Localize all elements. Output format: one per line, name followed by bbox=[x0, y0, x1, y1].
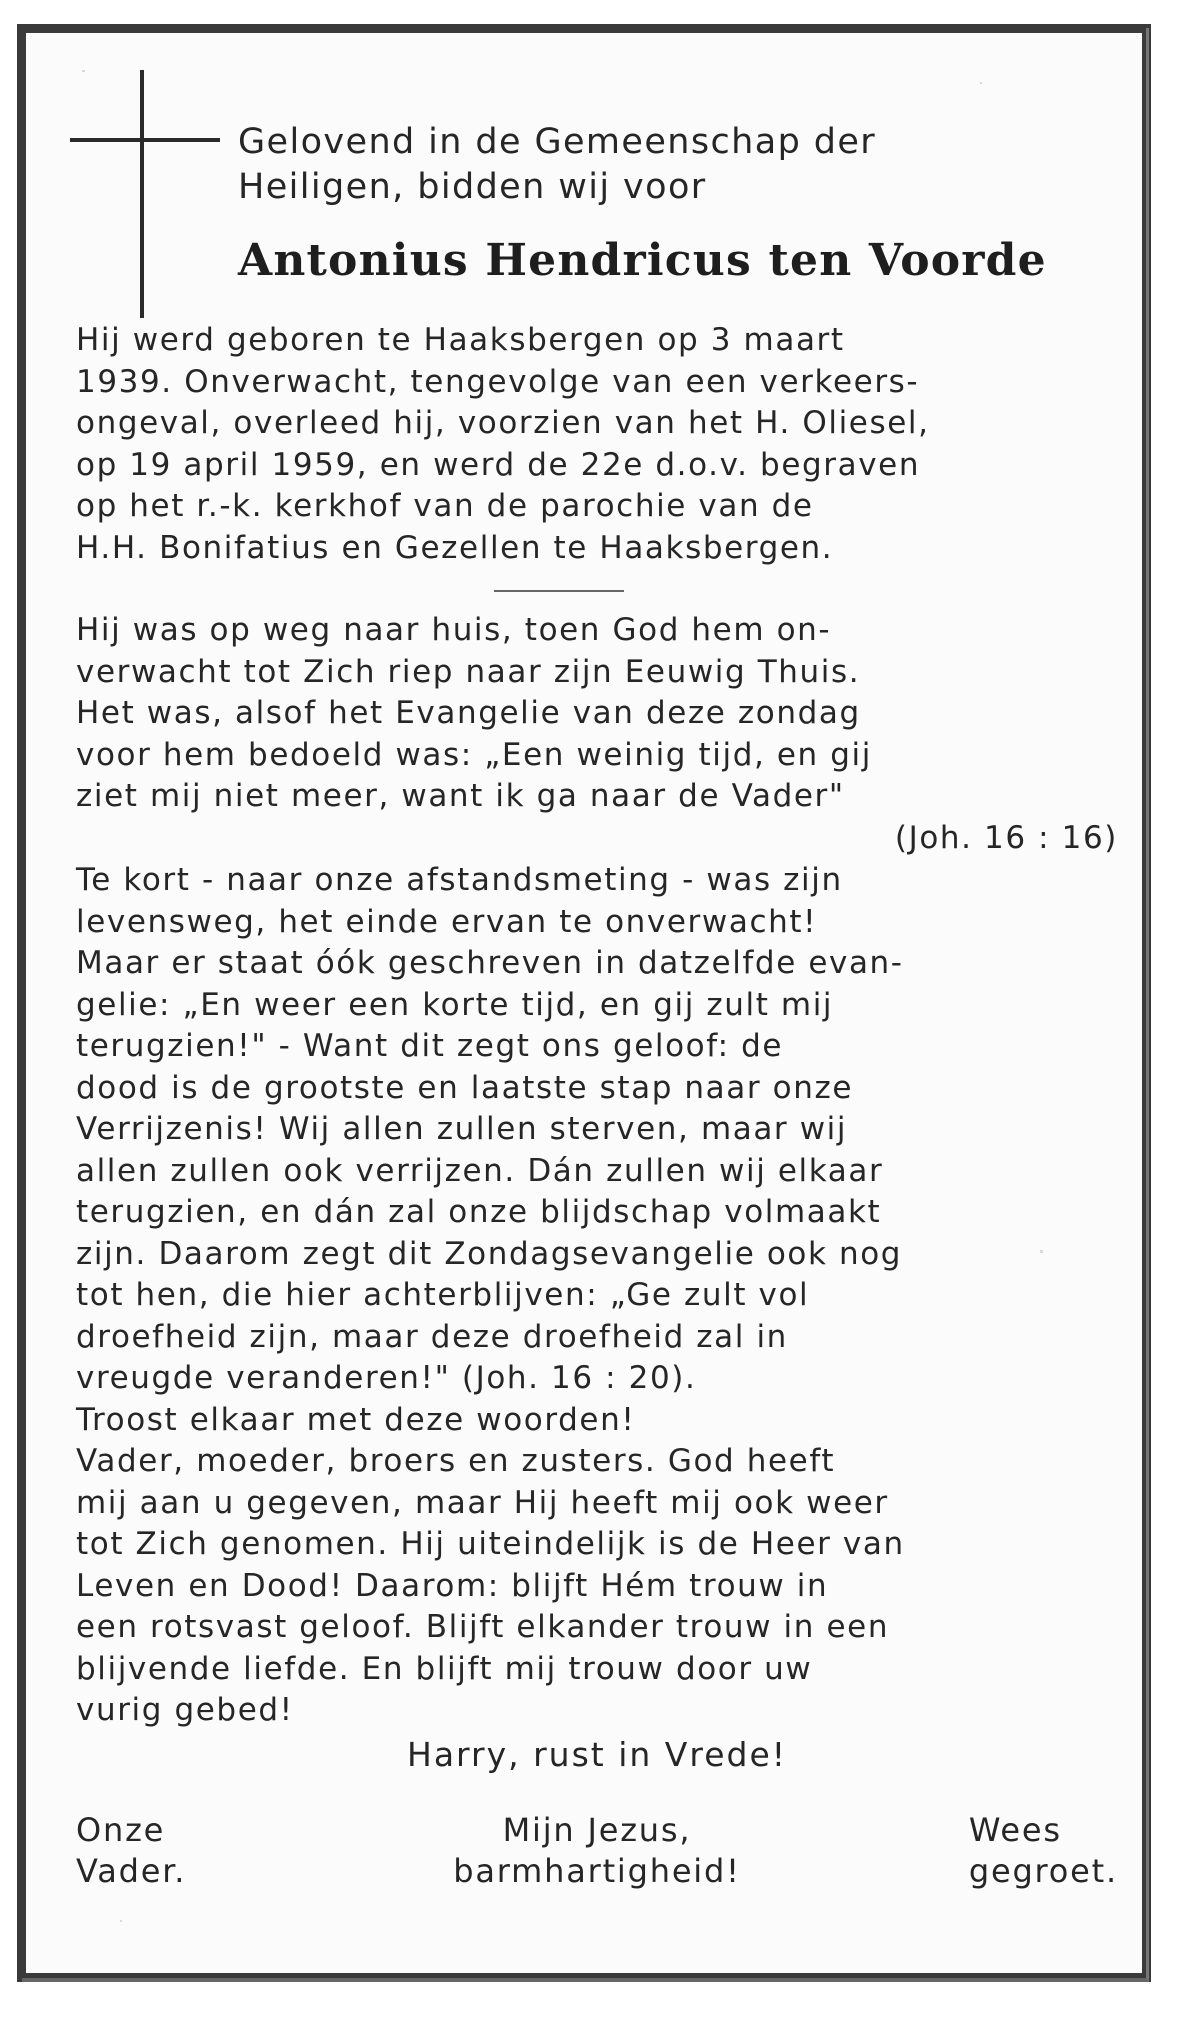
deceased-name: Antonius Hendricus ten Voorde bbox=[238, 235, 1047, 286]
message-line: zijn. Daarom zegt dit Zondagsevangelie ook nog bbox=[76, 1235, 903, 1272]
cross-icon bbox=[140, 70, 144, 318]
prayer-hail-mary bbox=[969, 1810, 1118, 1892]
biography-line: ongeval, overleed hij, voorzien van het H. Oliesel, bbox=[76, 405, 930, 441]
prayer-line: Wees bbox=[968, 1811, 1062, 1849]
prayer-line: barmhartigheid! bbox=[453, 1852, 741, 1890]
message-line: Te kort - naar onze afstandsmeting - was zijn bbox=[76, 862, 843, 898]
prayer-line: Onze bbox=[76, 1811, 166, 1849]
intro-text bbox=[238, 120, 876, 210]
scripture-reference: (Joh. 16 : 16) bbox=[894, 819, 1118, 856]
prayer-line: gegroet. bbox=[968, 1852, 1118, 1890]
prayer-invocations bbox=[76, 1810, 1118, 1910]
scan-speck bbox=[980, 82, 982, 84]
message-line: gelie: „En weer een korte tijd, en gij zult mij bbox=[76, 986, 834, 1023]
intro-line-1: Gelovend in de Gemeenschap der bbox=[238, 122, 877, 162]
message-line: Troost elkaar met deze woorden! bbox=[76, 1401, 636, 1438]
message-line: terugzien, en dán zal onze blijdschap volmaakt bbox=[76, 1194, 882, 1230]
message-line: Verrijzenis! Wij allen zullen sterven, maar wij bbox=[76, 1111, 848, 1147]
meditation-line: verwacht tot Zich riep naar zijn Eeuwig Thuis. bbox=[76, 653, 861, 690]
biography-line: H.H. Bonifatius en Gezellen te Haaksbergen. bbox=[76, 529, 834, 566]
cross-icon-bar bbox=[70, 138, 220, 142]
biography-line: Hij werd geboren te Haaksbergen op 3 maart bbox=[76, 322, 845, 358]
intro-line-2: Heiligen, bidden wij voor bbox=[238, 167, 707, 207]
meditation bbox=[76, 610, 1118, 859]
meditation-line: Hij was op weg naar huis, toen God hem on- bbox=[76, 612, 832, 648]
meditation-line: Het was, alsof het Evangelie van deze zondag bbox=[76, 695, 861, 731]
prayer-line: Vader. bbox=[76, 1852, 187, 1890]
prayer-my-jesus bbox=[76, 1810, 1118, 1892]
prayer-line: Mijn Jezus, bbox=[502, 1811, 692, 1849]
message-line: een rotsvast geloof. Blijft elkander trouw in een bbox=[76, 1609, 890, 1645]
message-line: vurig gebed! bbox=[76, 1692, 294, 1728]
message-line: blijvende liefde. En blijft mij trouw door uw bbox=[76, 1650, 813, 1687]
message-line: tot hen, die hier achterblijven: „Ge zult vol bbox=[76, 1277, 810, 1313]
biography-line: op het r.-k. kerkhof van de parochie van de bbox=[76, 488, 814, 524]
message-line: dood is de grootste en laatste stap naar onze bbox=[76, 1069, 854, 1106]
message-line: levensweg, het einde ervan te onverwacht! bbox=[76, 903, 818, 940]
message-line: droefheid zijn, maar deze droefheid zal in bbox=[76, 1318, 788, 1355]
section-divider bbox=[494, 590, 624, 592]
meditation-line: ziet mij niet meer, want ik ga naar de Vader" bbox=[76, 778, 845, 814]
message-line: Vader, moeder, broers en zusters. God heeft bbox=[76, 1443, 836, 1479]
message-line: vreugde veranderen!" (Joh. 16 : 20). bbox=[76, 1360, 697, 1396]
message-line: tot Zich genomen. Hij uiteindelijk is de Heer van bbox=[76, 1526, 905, 1562]
biography bbox=[76, 320, 1118, 569]
message-line: mij aan u gegeven, maar Hij heeft mij ook weer bbox=[76, 1484, 889, 1521]
meditation-line: voor hem bedoeld was: „Een weinig tijd, en gij bbox=[76, 736, 872, 773]
biography-line: op 19 april 1959, en werd de 22e d.o.v. begraven bbox=[76, 446, 921, 483]
scan-speck bbox=[82, 70, 85, 72]
message-line: allen zullen ook verrijzen. Dán zullen wij elkaar bbox=[76, 1152, 884, 1189]
scan-speck bbox=[1040, 1250, 1043, 1253]
biography-line: 1939. Onverwacht, tengevolge van een verkeers- bbox=[76, 363, 920, 400]
scan-speck bbox=[120, 1920, 122, 1922]
message-line: Maar er staat óók geschreven in datzelfde evan- bbox=[76, 945, 904, 981]
farewell-line: Harry, rust in Vrede! bbox=[407, 1735, 787, 1774]
message-line: terugzien!" - Want dit zegt ons geloof: de bbox=[76, 1028, 784, 1064]
message-line: Leven en Dood! Daarom: blijft Hém trouw in bbox=[76, 1567, 829, 1604]
message bbox=[76, 860, 1118, 1732]
